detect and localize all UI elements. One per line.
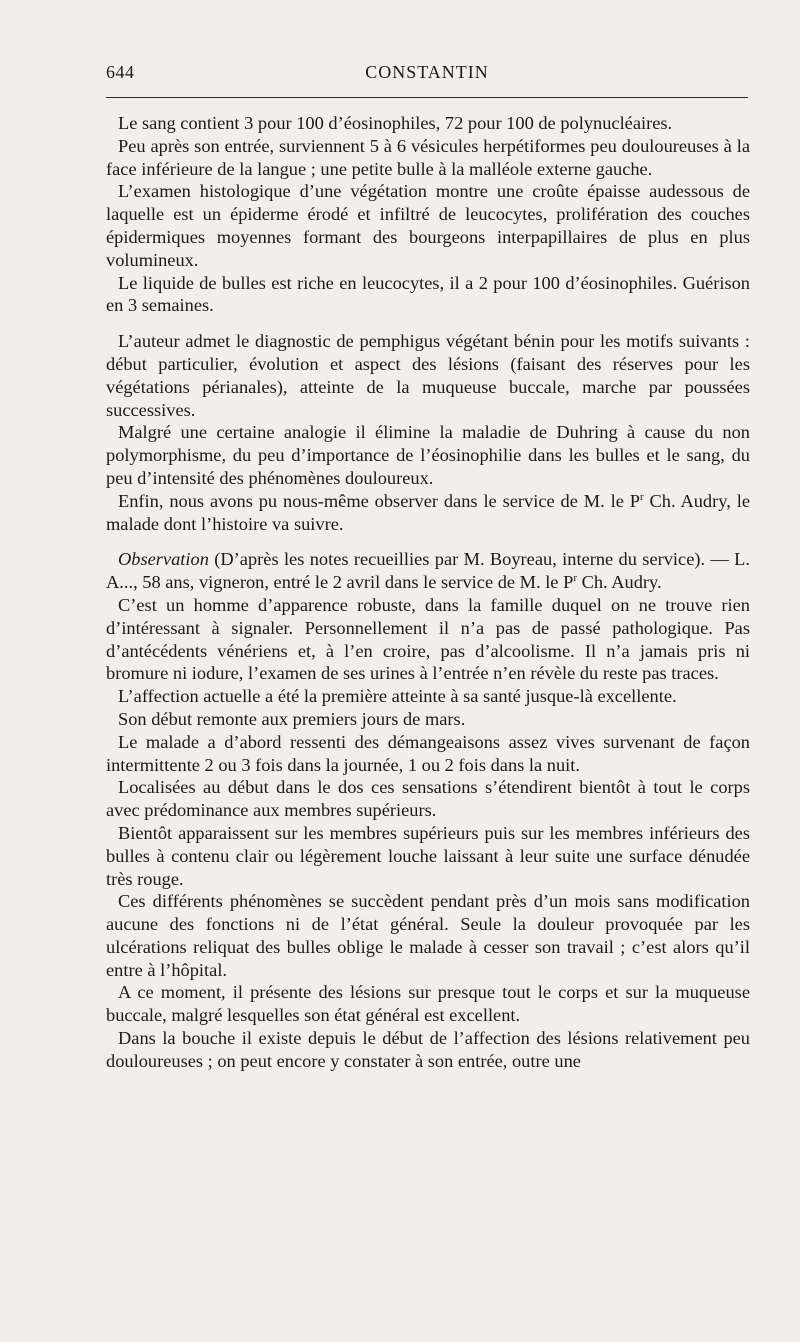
body-text [106,112,750,1073]
paragraph: L’affection actuelle a été la première atteinte à sa santé jusque-là excellente. [118,686,677,707]
paragraph-text: Ch. Audry. [576,572,662,593]
paragraph-text: Ch. Audry, le malade dont l’histoire va suivre. [106,490,750,534]
paragraph: C’est un homme d’apparence robuste, dans la famille duquel on ne trouve rien d’intéressant à signaler. Personnellement il n’a pas de passé pathologique. Pas d’antécédents vénériens et, à l’en croire, pas d’alcoolisme. Il n’a jamais pris ni bromure ni iodure, l’examen de ses urines à l’entrée n’en révèle du reste pas traces. [106,594,750,684]
page-header [106,58,748,88]
paragraph: Peu après son entrée, surviennent 5 à 6 vésicules herpétiformes peu douloureuses à la face inférieure de la langue ; une petite bulle à la malléole externe gauche. [106,135,750,179]
paragraph: Malgré une certaine analogie il élimine la maladie de Duhring à cause du non polymorphisme, du peu d’importance de l’éosinophilie dans les bulles et le sang, du peu d’intensité des phénomènes douloureux. [106,422,750,488]
observation-heading: Observation [118,549,209,570]
paragraph: Localisées au début dans le dos ces sensations s’étendirent bientôt à tout le corps avec prédominance aux membres supérieurs. [106,777,750,821]
paragraph-gap [106,535,750,548]
paragraph: Dans la bouche il existe depuis le début de l’affection des lésions relativement peu douloureuses ; on peut encore y constater à son entrée, outre une [106,1028,750,1071]
paragraph: Le malade a d’abord ressenti des démangeaisons assez vives survenant de façon intermittente 2 ou 3 fois dans la journée, 1 ou 2 fois dans la nuit. [106,731,750,775]
paragraph: Bientôt apparaissent sur les membres supérieurs puis sur les membres inférieurs des bulles à contenu clair ou légèrement louche laissant à leur suite une surface dénudée très rouge. [106,822,750,889]
page-number: 644 [106,62,135,82]
paragraph: A ce moment, il présente des lésions sur presque tout le corps et sur la muqueuse buccale, malgré lesquelles son état général est excellent. [106,982,750,1026]
paragraph-gap [106,317,750,330]
paragraph: Le sang contient 3 pour 100 d’éosinophiles, 72 pour 100 de polynucléaires. [118,113,673,133]
paragraph-text: Enfin, nous avons pu nous-même observer dans le service de M. le P [118,490,640,511]
paragraph: L’auteur admet le diagnostic de pemphigus végétant bénin pour les motifs suivants : début particulier, évolution et aspect des lésions (faisant des réserves pour les végétations périanales), atteinte de la muqueuse buccale, marche par poussées successives. [106,331,750,420]
superscript: r [573,572,577,585]
paragraph-text: (D’après les notes recueillies par M. Boyreau, interne du service). — L. A..., 58 ans, vigneron, entré le 2 avril dans le service de M. le P [106,549,750,593]
header-rule [106,97,748,98]
observation-paragraph [106,548,750,594]
paragraph: L’examen histologique d’une végétation montre une croûte épaisse audessous de laquelle est un épiderme érodé et infiltré de leucocytes, prolifération des couches épidermiques moyennes formant des bourgeons interpapillaires de plus en plus volumineux. [106,181,750,270]
paragraph: Son début remonte aux premiers jours de mars. [118,708,466,729]
running-title: CONSTANTIN [365,62,489,82]
paragraph: Ces différents phénomènes se succèdent pendant près d’un mois sans modification aucune des fonctions ni de l’état général. Seule la douleur provoquée par les ulcérations reliquat des bulles oblige le malade à cesser son travail ; c’est alors qu’il entre à l’hôpital. [106,891,750,980]
paragraph: Le liquide de bulles est riche en leucocytes, il a 2 pour 100 d’éosinophiles. Guérison en 3 semaines. [106,272,750,316]
superscript: r [639,490,644,503]
paragraph [106,490,750,536]
